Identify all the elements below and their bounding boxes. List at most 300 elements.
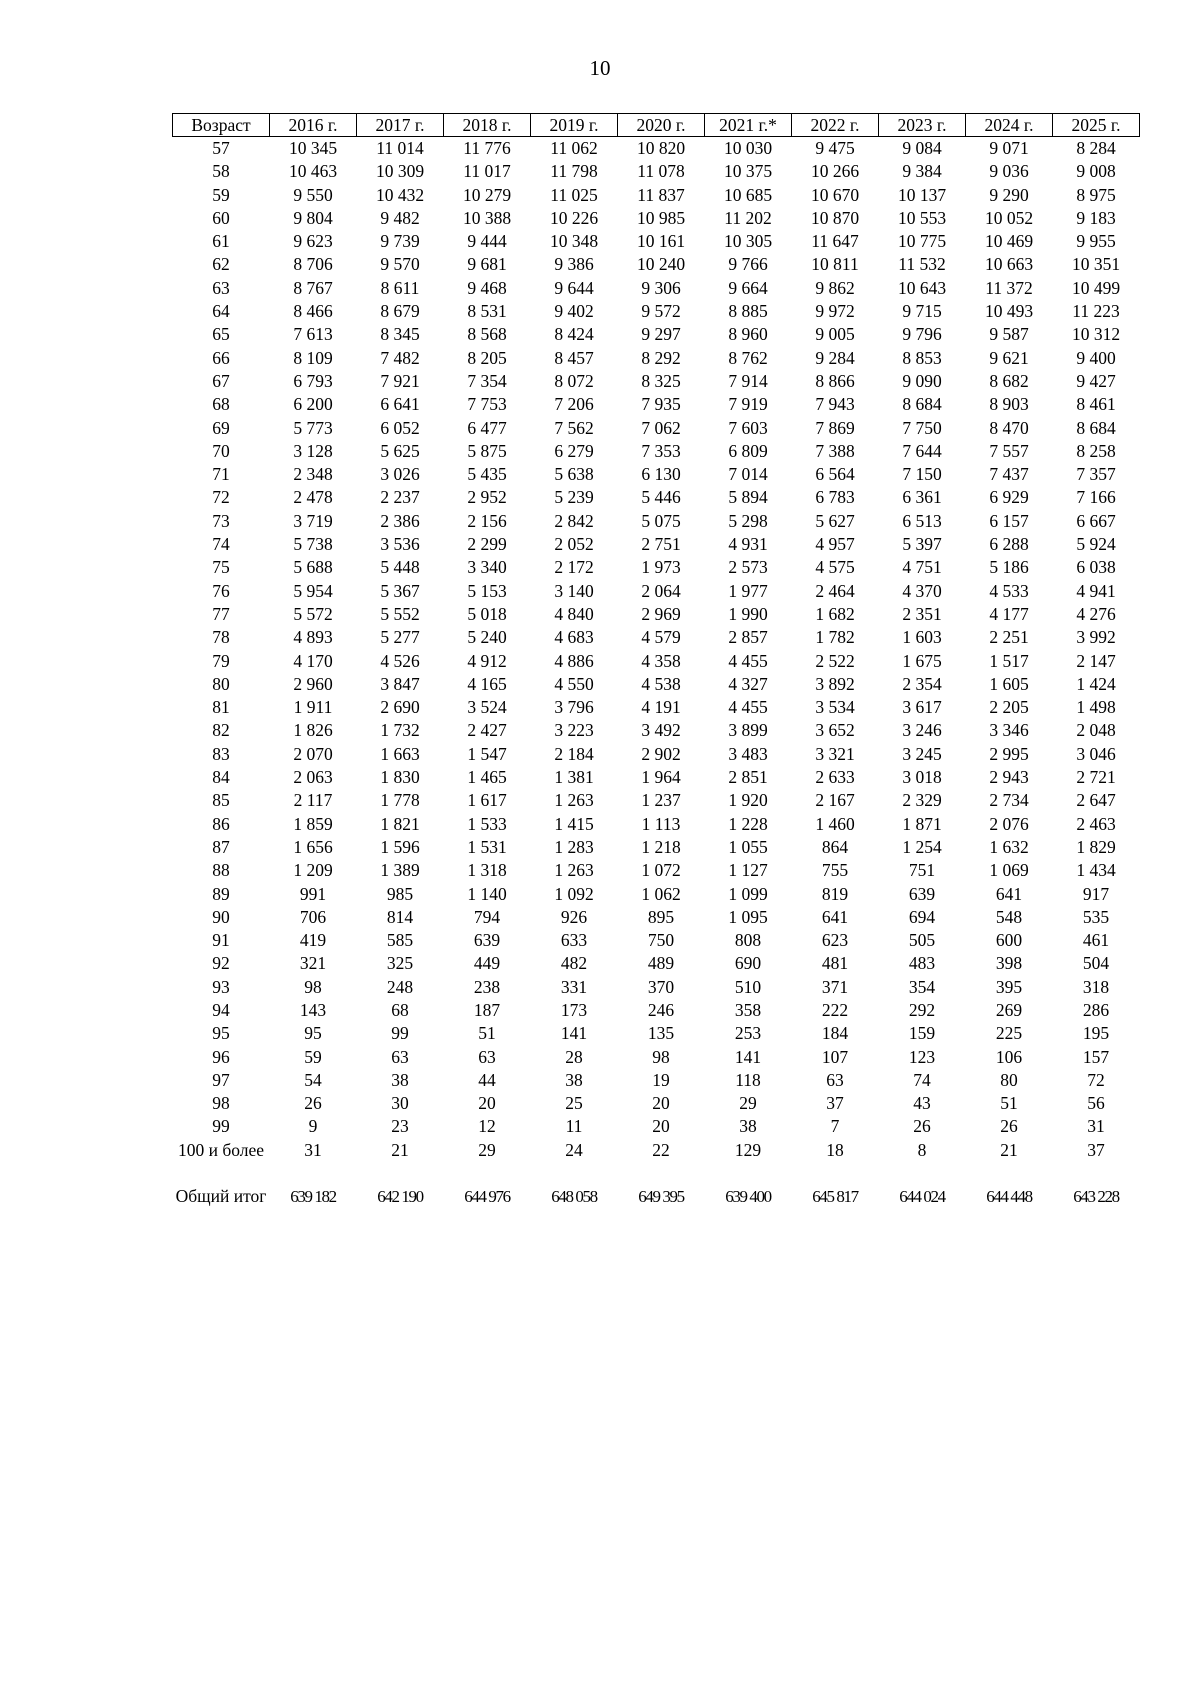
value-cell: 2 721: [1076, 767, 1116, 788]
value-cell: 639: [473, 930, 501, 951]
value-cell: 643 228: [1073, 1187, 1119, 1207]
value-cell: 1 218: [641, 836, 681, 857]
value-cell: 68: [391, 999, 409, 1020]
age-cell: 74: [212, 534, 230, 555]
value-cell: 9 183: [1076, 207, 1116, 228]
value-cell: 135: [647, 1023, 675, 1044]
age-cell: 100 и более: [177, 1139, 265, 1160]
value-cell: 2 237: [380, 487, 420, 508]
value-cell: 864: [821, 836, 849, 857]
value-cell: 641: [821, 906, 849, 927]
value-cell: 1 072: [641, 860, 681, 881]
value-cell: 143: [299, 999, 327, 1020]
value-cell: 5 240: [467, 627, 507, 648]
value-cell: 639: [908, 883, 936, 904]
value-cell: 246: [647, 999, 675, 1020]
value-cell: 1 415: [554, 813, 594, 834]
value-cell: 173: [560, 999, 588, 1020]
value-cell: 706: [299, 906, 327, 927]
value-cell: 9 621: [989, 347, 1029, 368]
value-cell: 3 223: [554, 720, 594, 741]
age-cell: 91: [212, 930, 230, 951]
value-cell: 5 625: [380, 440, 420, 461]
value-cell: 3 534: [815, 697, 855, 718]
value-cell: 641: [995, 883, 1023, 904]
header-year-2019: 2019 г.: [531, 114, 618, 137]
table-row: [173, 277, 1140, 300]
value-cell: 4 165: [467, 673, 507, 694]
value-cell: 2 690: [380, 697, 420, 718]
value-cell: 483: [908, 953, 936, 974]
value-cell: 8 072: [554, 370, 594, 391]
value-cell: 7 603: [728, 417, 768, 438]
value-cell: 1 434: [1076, 860, 1116, 881]
value-cell: 2 960: [293, 673, 333, 694]
value-cell: 2 064: [641, 580, 681, 601]
value-cell: 2 354: [902, 673, 942, 694]
value-cell: 926: [560, 906, 588, 927]
value-cell: 18: [826, 1139, 844, 1160]
table-row: [173, 1022, 1140, 1045]
value-cell: 1 682: [815, 603, 855, 624]
table-row: [173, 417, 1140, 440]
value-cell: 5 572: [293, 603, 333, 624]
value-cell: 2 147: [1076, 650, 1116, 671]
value-cell: 8 611: [380, 277, 420, 298]
table-row: [173, 789, 1140, 812]
age-cell: 86: [212, 813, 230, 834]
value-cell: 10 643: [897, 277, 947, 298]
value-cell: 325: [386, 953, 414, 974]
value-cell: 11 372: [985, 277, 1033, 298]
table-row: [173, 952, 1140, 975]
value-cell: 10 820: [636, 138, 686, 158]
age-cell: 64: [212, 301, 230, 322]
value-cell: 11 798: [550, 161, 598, 182]
value-cell: 1 228: [728, 813, 768, 834]
table-row: [173, 463, 1140, 486]
value-cell: 1 911: [293, 697, 333, 718]
table-header-row: [173, 114, 1140, 137]
value-cell: 238: [473, 976, 501, 997]
value-cell: 248: [386, 976, 414, 997]
value-cell: 2 184: [554, 743, 594, 764]
value-cell: 4 191: [641, 697, 681, 718]
value-cell: 6 513: [902, 510, 942, 531]
value-cell: 54: [304, 1069, 322, 1090]
value-cell: 7 354: [467, 370, 507, 391]
value-cell: 6 783: [815, 487, 855, 508]
value-cell: 504: [1082, 953, 1110, 974]
value-cell: 1 920: [728, 790, 768, 811]
value-cell: 5 018: [467, 603, 507, 624]
value-cell: 12: [478, 1116, 496, 1137]
value-cell: 9 386: [554, 254, 594, 275]
value-cell: 7 753: [467, 394, 507, 415]
value-cell: 1 547: [467, 743, 507, 764]
value-cell: 10 553: [897, 207, 947, 228]
value-cell: 10 305: [723, 231, 773, 252]
value-cell: 3 128: [293, 440, 333, 461]
value-cell: 11 202: [724, 207, 772, 228]
value-cell: 10 663: [984, 254, 1034, 275]
header-age: Возраст: [173, 114, 270, 137]
value-cell: 8 975: [1076, 184, 1116, 205]
value-cell: 8 767: [293, 277, 333, 298]
value-cell: 1 778: [380, 790, 420, 811]
value-cell: 10 309: [375, 161, 425, 182]
value-cell: 2 995: [989, 743, 1029, 764]
age-cell: 79: [212, 650, 230, 671]
value-cell: 5 397: [902, 534, 942, 555]
age-cell: 70: [212, 440, 230, 461]
value-cell: 535: [1082, 906, 1110, 927]
value-cell: 644 024: [899, 1187, 945, 1207]
value-cell: 9 681: [467, 254, 507, 275]
value-cell: 2 172: [554, 557, 594, 578]
age-cell: 73: [212, 510, 230, 531]
value-cell: 6 641: [380, 394, 420, 415]
value-cell: 318: [1082, 976, 1110, 997]
value-cell: 8 325: [641, 370, 681, 391]
value-cell: 3 483: [728, 743, 768, 764]
value-cell: 482: [560, 953, 588, 974]
value-cell: 9 036: [989, 161, 1029, 182]
value-cell: 751: [908, 860, 936, 881]
age-cell: 69: [212, 417, 230, 438]
value-cell: 3 796: [554, 697, 594, 718]
value-cell: 4 912: [467, 650, 507, 671]
table-row: [173, 580, 1140, 603]
value-cell: 1 821: [380, 813, 420, 834]
value-cell: 5 738: [293, 534, 333, 555]
value-cell: 6 564: [815, 464, 855, 485]
value-cell: 4 533: [989, 580, 1029, 601]
value-cell: 645 817: [812, 1187, 858, 1207]
table-row: [173, 836, 1140, 859]
value-cell: 19: [652, 1069, 670, 1090]
value-cell: 1 209: [293, 860, 333, 881]
value-cell: 9 482: [380, 207, 420, 228]
value-cell: 3 346: [989, 720, 1029, 741]
value-cell: 8 960: [728, 324, 768, 345]
value-cell: 1 605: [989, 673, 1029, 694]
value-cell: 7 921: [380, 370, 420, 391]
value-cell: 4 931: [728, 534, 768, 555]
value-cell: 99: [391, 1023, 409, 1044]
value-cell: 10 775: [897, 231, 947, 252]
value-cell: 30: [391, 1093, 409, 1114]
age-cell: 81: [212, 697, 230, 718]
value-cell: 2 573: [728, 557, 768, 578]
value-cell: 26: [304, 1093, 322, 1114]
value-cell: 9 796: [902, 324, 942, 345]
value-cell: 331: [560, 976, 588, 997]
value-cell: 38: [565, 1069, 583, 1090]
value-cell: 639 182: [290, 1187, 336, 1207]
age-cell: 93: [212, 976, 230, 997]
value-cell: 26: [1000, 1116, 1018, 1137]
age-cell: 84: [212, 767, 230, 788]
value-cell: 548: [995, 906, 1023, 927]
value-cell: 4 455: [728, 650, 768, 671]
value-cell: 1 389: [380, 860, 420, 881]
age-cell: 63: [212, 277, 230, 298]
value-cell: 31: [304, 1139, 322, 1160]
value-cell: 7 353: [641, 440, 681, 461]
value-cell: 8 885: [728, 301, 768, 322]
table-row: [173, 1139, 1140, 1186]
value-cell: 9 623: [293, 231, 333, 252]
value-cell: 157: [1082, 1046, 1110, 1067]
value-cell: 8 292: [641, 347, 681, 368]
value-cell: 1 859: [293, 813, 333, 834]
value-cell: 1 465: [467, 767, 507, 788]
value-cell: 4 370: [902, 580, 942, 601]
table-row: [173, 976, 1140, 999]
value-cell: 9 972: [815, 301, 855, 322]
value-cell: 1 062: [641, 883, 681, 904]
value-cell: 106: [995, 1046, 1023, 1067]
value-cell: 7 644: [902, 440, 942, 461]
table-row: [173, 626, 1140, 649]
table-row: [173, 1046, 1140, 1069]
value-cell: 11 062: [550, 138, 598, 158]
value-cell: 6 130: [641, 464, 681, 485]
value-cell: 7 437: [989, 464, 1029, 485]
value-cell: 38: [739, 1116, 757, 1137]
value-cell: 5 277: [380, 627, 420, 648]
table-row: [173, 719, 1140, 742]
table-row: [173, 650, 1140, 673]
value-cell: 3 847: [380, 673, 420, 694]
table-row: [173, 859, 1140, 882]
value-cell: 3 046: [1076, 743, 1116, 764]
value-cell: 8 205: [467, 347, 507, 368]
value-cell: 808: [734, 930, 762, 951]
value-cell: 8 684: [1076, 417, 1116, 438]
value-cell: 37: [1087, 1139, 1105, 1160]
value-cell: 5 552: [380, 603, 420, 624]
value-cell: 8 866: [815, 370, 855, 391]
value-cell: 98: [304, 976, 322, 997]
value-cell: 8 345: [380, 324, 420, 345]
value-cell: 600: [995, 930, 1023, 951]
header-year-2021: 2021 г.*: [705, 114, 792, 137]
value-cell: 750: [647, 930, 675, 951]
table-row: [173, 603, 1140, 626]
value-cell: 4 751: [902, 557, 942, 578]
value-cell: 623: [821, 930, 849, 951]
value-cell: 20: [652, 1093, 670, 1114]
value-cell: 3 652: [815, 720, 855, 741]
age-cell: 75: [212, 557, 230, 578]
value-cell: 11 532: [898, 254, 946, 275]
table-row: [173, 1115, 1140, 1138]
value-cell: 1 381: [554, 767, 594, 788]
value-cell: 1 263: [554, 860, 594, 881]
value-cell: 8 457: [554, 347, 594, 368]
value-cell: 107: [821, 1046, 849, 1067]
value-cell: 141: [560, 1023, 588, 1044]
value-cell: 4 455: [728, 697, 768, 718]
value-cell: 1 973: [641, 557, 681, 578]
value-cell: 3 246: [902, 720, 942, 741]
age-cell: 98: [212, 1093, 230, 1114]
value-cell: 72: [1087, 1069, 1105, 1090]
value-cell: 9: [308, 1116, 318, 1137]
value-cell: 1 964: [641, 767, 681, 788]
value-cell: 3 018: [902, 767, 942, 788]
age-cell: 99: [212, 1116, 230, 1137]
value-cell: 98: [652, 1046, 670, 1067]
value-cell: 2 117: [293, 790, 333, 811]
value-cell: 895: [647, 906, 675, 927]
value-cell: 269: [995, 999, 1023, 1020]
value-cell: 9 739: [380, 231, 420, 252]
table-row: [173, 999, 1140, 1022]
value-cell: 3 992: [1076, 627, 1116, 648]
value-cell: 991: [299, 883, 327, 904]
value-cell: 1 263: [554, 790, 594, 811]
value-cell: 1 517: [989, 650, 1029, 671]
value-cell: 398: [995, 953, 1023, 974]
value-cell: 461: [1082, 930, 1110, 951]
table-row: [173, 486, 1140, 509]
age-cell: 58: [212, 161, 230, 182]
value-cell: 5 186: [989, 557, 1029, 578]
value-cell: 481: [821, 953, 849, 974]
value-cell: 694: [908, 906, 936, 927]
value-cell: 8 109: [293, 347, 333, 368]
value-cell: 7 750: [902, 417, 942, 438]
value-cell: 3 026: [380, 464, 420, 485]
value-cell: 4 358: [641, 650, 681, 671]
age-cell: 60: [212, 207, 230, 228]
age-cell: 61: [212, 231, 230, 252]
value-cell: 1 113: [641, 813, 681, 834]
value-cell: 9 084: [902, 138, 942, 158]
value-cell: 489: [647, 953, 675, 974]
value-cell: 2 647: [1076, 790, 1116, 811]
age-cell: 77: [212, 603, 230, 624]
value-cell: 8 258: [1076, 440, 1116, 461]
value-cell: 10 030: [723, 138, 773, 158]
value-cell: 7 869: [815, 417, 855, 438]
value-cell: 2 842: [554, 510, 594, 531]
value-cell: 9 468: [467, 277, 507, 298]
value-cell: 44: [478, 1069, 496, 1090]
value-cell: 2 902: [641, 743, 681, 764]
value-cell: 5 638: [554, 464, 594, 485]
value-cell: 6 052: [380, 417, 420, 438]
value-cell: 10 870: [810, 207, 860, 228]
value-cell: 649 395: [638, 1187, 684, 1207]
value-cell: 10 670: [810, 184, 860, 205]
value-cell: 639 400: [725, 1187, 771, 1207]
value-cell: 5 627: [815, 510, 855, 531]
value-cell: 292: [908, 999, 936, 1020]
value-cell: 4 957: [815, 534, 855, 555]
value-cell: 3 321: [815, 743, 855, 764]
value-cell: 3 617: [902, 697, 942, 718]
age-cell: 62: [212, 254, 230, 275]
age-cell: 88: [212, 860, 230, 881]
value-cell: 5 924: [1076, 534, 1116, 555]
value-cell: 370: [647, 976, 675, 997]
age-cell: 90: [212, 906, 230, 927]
value-cell: 9 570: [380, 254, 420, 275]
value-cell: 3 492: [641, 720, 681, 741]
value-cell: 7 935: [641, 394, 681, 415]
value-cell: 7 150: [902, 464, 942, 485]
value-cell: 7 166: [1076, 487, 1116, 508]
value-cell: 8 531: [467, 301, 507, 322]
value-cell: 9 550: [293, 184, 333, 205]
value-cell: 11 017: [463, 161, 511, 182]
value-cell: 1 977: [728, 580, 768, 601]
total-row: [173, 1185, 1140, 1232]
value-cell: 1 675: [902, 650, 942, 671]
value-cell: 1 318: [467, 860, 507, 881]
value-cell: 6 279: [554, 440, 594, 461]
value-cell: 7 206: [554, 394, 594, 415]
value-cell: 814: [386, 906, 414, 927]
table-row: [173, 137, 1140, 161]
table-body: [173, 137, 1140, 1232]
value-cell: 11 776: [463, 138, 511, 158]
age-cell: 66: [212, 347, 230, 368]
value-cell: 3 719: [293, 510, 333, 531]
value-cell: 9 297: [641, 324, 681, 345]
value-cell: 8: [917, 1139, 927, 1160]
value-cell: 1 826: [293, 720, 333, 741]
value-cell: 1 732: [380, 720, 420, 741]
value-cell: 10 985: [636, 207, 686, 228]
table-row: [173, 510, 1140, 533]
table-row: [173, 440, 1140, 463]
value-cell: 2 351: [902, 603, 942, 624]
value-cell: 10 493: [984, 301, 1034, 322]
value-cell: 4 538: [641, 673, 681, 694]
age-cell: 89: [212, 883, 230, 904]
value-cell: 7 613: [293, 324, 333, 345]
value-cell: 9 804: [293, 207, 333, 228]
table-row: [173, 696, 1140, 719]
value-cell: 1 990: [728, 603, 768, 624]
value-cell: 8 706: [293, 254, 333, 275]
value-cell: 1 055: [728, 836, 768, 857]
value-cell: 7 562: [554, 417, 594, 438]
value-cell: 3 524: [467, 697, 507, 718]
table-row: [173, 184, 1140, 207]
value-cell: 5 153: [467, 580, 507, 601]
value-cell: 8 466: [293, 301, 333, 322]
value-cell: 2 205: [989, 697, 1029, 718]
value-cell: 6 809: [728, 440, 768, 461]
value-cell: 10 240: [636, 254, 686, 275]
value-cell: 9 444: [467, 231, 507, 252]
value-cell: 8 284: [1076, 138, 1116, 158]
value-cell: 2 167: [815, 790, 855, 811]
value-cell: 222: [821, 999, 849, 1020]
value-cell: 9 427: [1076, 370, 1116, 391]
value-cell: 21: [391, 1139, 409, 1160]
value-cell: 2 070: [293, 743, 333, 764]
value-cell: 4 579: [641, 627, 681, 648]
value-cell: 6 157: [989, 510, 1029, 531]
age-cell: 65: [212, 324, 230, 345]
